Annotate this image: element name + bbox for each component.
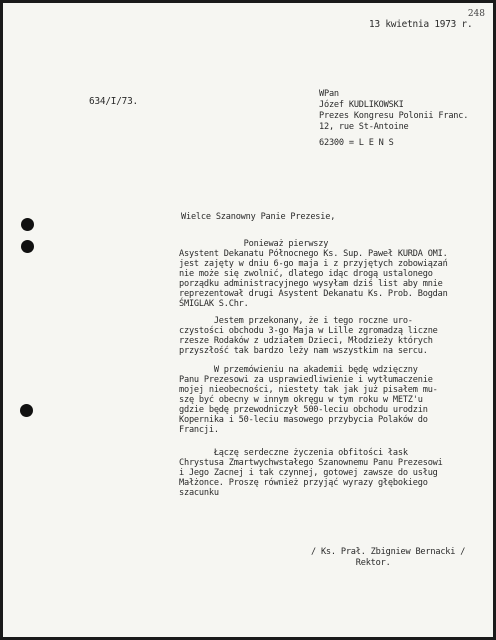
punch-hole xyxy=(21,240,34,253)
body-line: mojej nieobecności, niestety tak jak już pisałem mu- xyxy=(179,385,438,395)
body-line: jest zajęty w dniu 6-go maja i z przyjętych zobowiązań xyxy=(179,259,448,269)
body-line: Kopernika i 50-leciu masowego przybycia Polaków do xyxy=(179,415,428,425)
reference-number: 634/I/73. xyxy=(89,96,138,107)
body-line: Małżonce. Proszę również przyjąć wyrazy głębokiego xyxy=(179,478,428,488)
punch-hole xyxy=(20,404,33,417)
recipient-line: Prezes Kongresu Polonii Franc. xyxy=(319,111,469,121)
body-line: przyszłość tak bardzo leży nam wszystkim na sercu. xyxy=(179,346,428,356)
body-line: reprezentował drugi Asystent Dekanatu Ks. Prob. Bogdan xyxy=(179,289,448,299)
body-line: Ponieważ pierwszy xyxy=(179,239,329,249)
recipient-line: 62300 = L E N S xyxy=(319,138,394,148)
body-line: i Jego Zacnej i tak czynnej, gotowej zawsze do usług xyxy=(179,468,438,478)
body-line: nie może się zwolnić, dlatego idąc drogą ustalonego xyxy=(179,269,433,279)
recipient-line: 12, rue St-Antoine xyxy=(319,122,409,132)
body-line: porządku administracyjnego wysyłam dziś list aby mnie xyxy=(179,279,443,289)
letter-date: 13 kwietnia 1973 r. xyxy=(369,19,473,30)
body-line: Asystent Dekanatu Północnego Ks. Sup. Paweł KURDA OMI. xyxy=(179,249,448,259)
body-line: Francji. xyxy=(179,425,219,435)
body-line: czystości obchodu 3-go Maja w Lille zgromadzą liczne xyxy=(179,326,438,336)
recipient-line: WPan xyxy=(319,89,339,99)
body-line: Jestem przekonany, że i tego roczne uro- xyxy=(179,316,413,326)
body-line: szacunku xyxy=(179,488,219,498)
body-line: gdzie będę przewodniczył 500-leciu obchodu urodzin xyxy=(179,405,428,415)
body-line: rzesze Rodaków z udziałem Dzieci, Młodzieży których xyxy=(179,336,433,346)
signature-title: Rektor. xyxy=(311,558,391,568)
page-number: 248 xyxy=(467,9,485,19)
signature-name: / Ks. Prał. Zbigniew Bernacki / xyxy=(311,547,466,557)
punch-hole xyxy=(21,218,34,231)
body-line: Panu Prezesowi za usprawiedliwienie i wytłumaczenie xyxy=(179,375,433,385)
body-line: W przemówieniu na akademii będę wdzięczny xyxy=(179,365,418,375)
body-line: Chrystusa Zmartwychwstałego Szanownemu Panu Prezesowi xyxy=(179,458,443,468)
salutation: Wielce Szanowny Panie Prezesie, xyxy=(181,212,336,222)
recipient-line: Józef KUDLIKOWSKI xyxy=(319,100,404,110)
body-line: szę być obecny w innym okręgu w tym roku w METZ'u xyxy=(179,395,423,405)
body-line: Łączę serdeczne życzenia obfitości łask xyxy=(179,448,408,458)
body-line: ŚMIGLAK S.Chr. xyxy=(179,299,249,309)
